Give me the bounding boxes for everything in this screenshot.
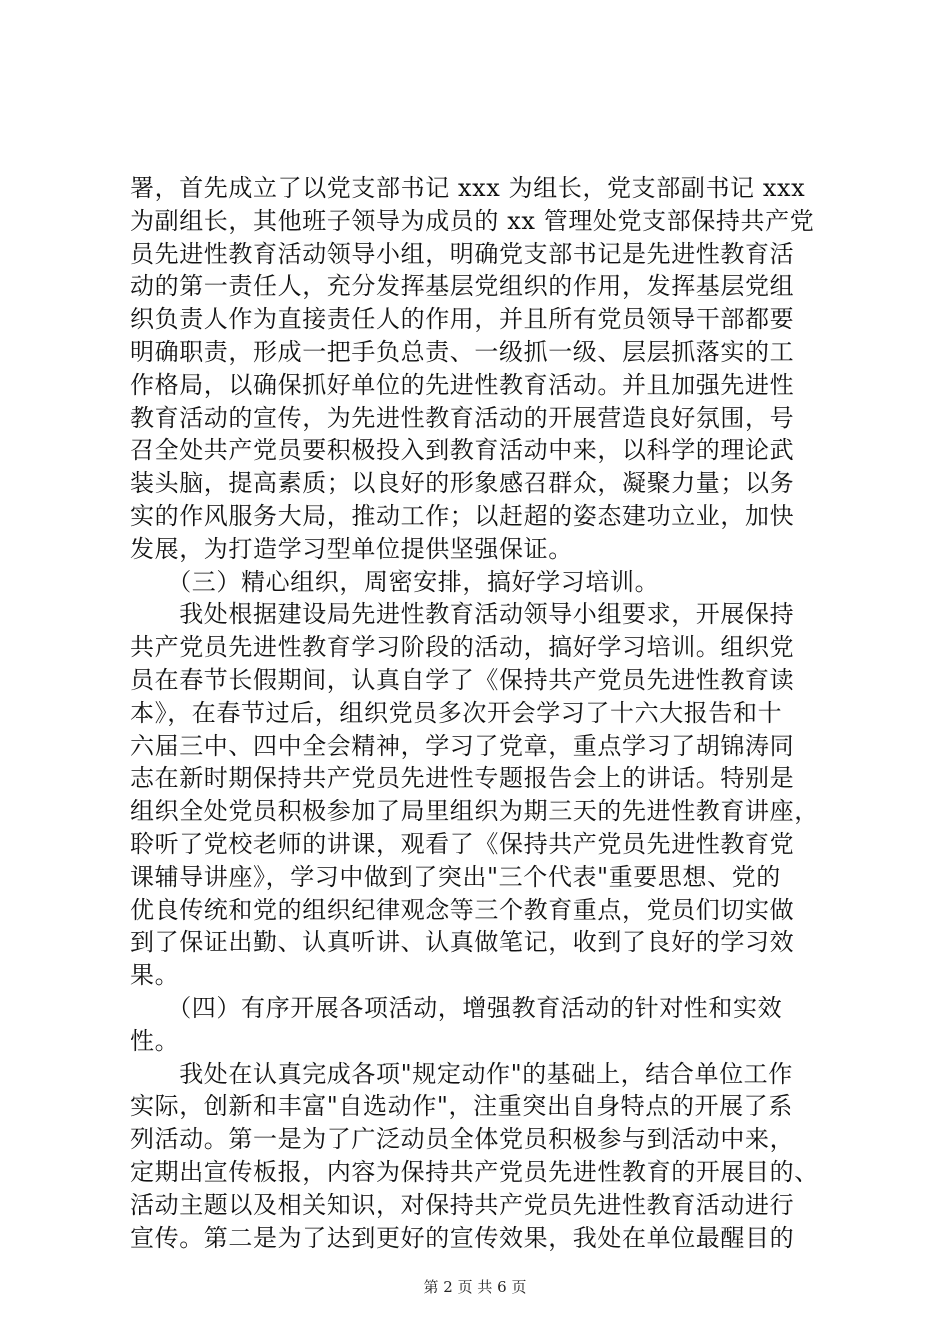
text-line: 活动主题以及相关知识，对保持共产党员先进性教育活动进行 [130, 1190, 795, 1219]
text-line: 织负责人作为直接责任人的作用，并且所有党员领导干部都要 [130, 305, 795, 334]
text-line: 优良传统和党的组织纪律观念等三个教育重点，党员们切实做 [130, 895, 795, 924]
text-line: 召全处共产党员要积极投入到教育活动中来，以科学的理论武 [130, 436, 795, 465]
text-line: 教育活动的宣传，为先进性教育活动的开展营造良好氛围，号 [130, 403, 795, 432]
text-line: 装头脑，提高素质；以良好的形象感召群众，凝聚力量；以务 [130, 469, 795, 498]
text-line: 实的作风服务大局，推动工作；以赶超的姿态建功立业，加快 [130, 501, 795, 530]
text-line: 实际，创新和丰富"自选动作"，注重突出自身特点的开展了系 [130, 1092, 793, 1121]
text-line: 员在春节长假期间，认真自学了《保持共产党员先进性教育读 [130, 665, 795, 694]
text-line: 到了保证出勤、认真听讲、认真做笔记，收到了良好的学习效 [130, 928, 795, 957]
text-line: 组织全处党员积极参加了局里组织为期三天的先进性教育讲座， [130, 797, 819, 826]
text-line: 动的第一责任人，充分发挥基层党组织的作用，发挥基层党组 [130, 272, 795, 301]
text-line: 本》，在春节过后，组织党员多次开会学习了十六大报告和十 [130, 698, 783, 727]
text-line: 宣传。第二是为了达到更好的宣传效果，我处在单位最醒目的 [130, 1223, 795, 1252]
text-line: 课辅导讲座》，学习中做到了突出"三个代表"重要思想、党的 [130, 862, 781, 891]
text-line: 明确职责，形成一把手负总责、一级抓一级、层层抓落实的工 [130, 337, 795, 366]
text-line: 为副组长，其他班子领导为成员的 xx 管理处党支部保持共产党 [130, 206, 815, 235]
text-line: 列活动。第一是为了广泛动员全体党员积极参与到活动中来， [130, 1125, 795, 1154]
text-line: （四）有序开展各项活动，增强教育活动的针对性和实效 [130, 993, 783, 1022]
text-line: 员先进性教育活动领导小组，明确党支部书记是先进性教育活 [130, 239, 795, 268]
body-text [130, 172, 830, 1254]
text-line: 果。 [130, 961, 180, 990]
text-line: 六届三中、四中全会精神，学习了党章，重点学习了胡锦涛同 [130, 731, 795, 760]
text-line: 性。 [130, 1026, 180, 1055]
text-line: （三）精心组织，周密安排，搞好学习培训。 [130, 567, 660, 596]
text-line: 定期出宣传板报，内容为保持共产党员先进性教育的开展目的、 [130, 1157, 819, 1186]
text-line: 署，首先成立了以党支部书记 xxx 为组长，党支部副书记 xxx [130, 174, 806, 202]
text-line: 聆听了党校老师的讲课，观看了《保持共产党员先进性教育党 [130, 829, 795, 858]
text-line: 共产党员先进性教育学习阶段的活动，搞好学习培训。组织党 [130, 633, 795, 662]
text-line: 志在新时期保持共产党员先进性专题报告会上的讲话。特别是 [130, 764, 795, 793]
text-line: 作格局，以确保抓好单位的先进性教育活动。并且加强先进性 [130, 370, 795, 399]
page-footer: 第 2 页 共 6 页 [423, 1278, 527, 1296]
text-line: 我处根据建设局先进性教育活动领导小组要求，开展保持 [130, 600, 795, 629]
text-line: 我处在认真完成各项"规定动作"的基础上，结合单位工作 [130, 1059, 793, 1088]
text-line: 发展，为打造学习型单位提供坚强保证。 [130, 534, 573, 563]
